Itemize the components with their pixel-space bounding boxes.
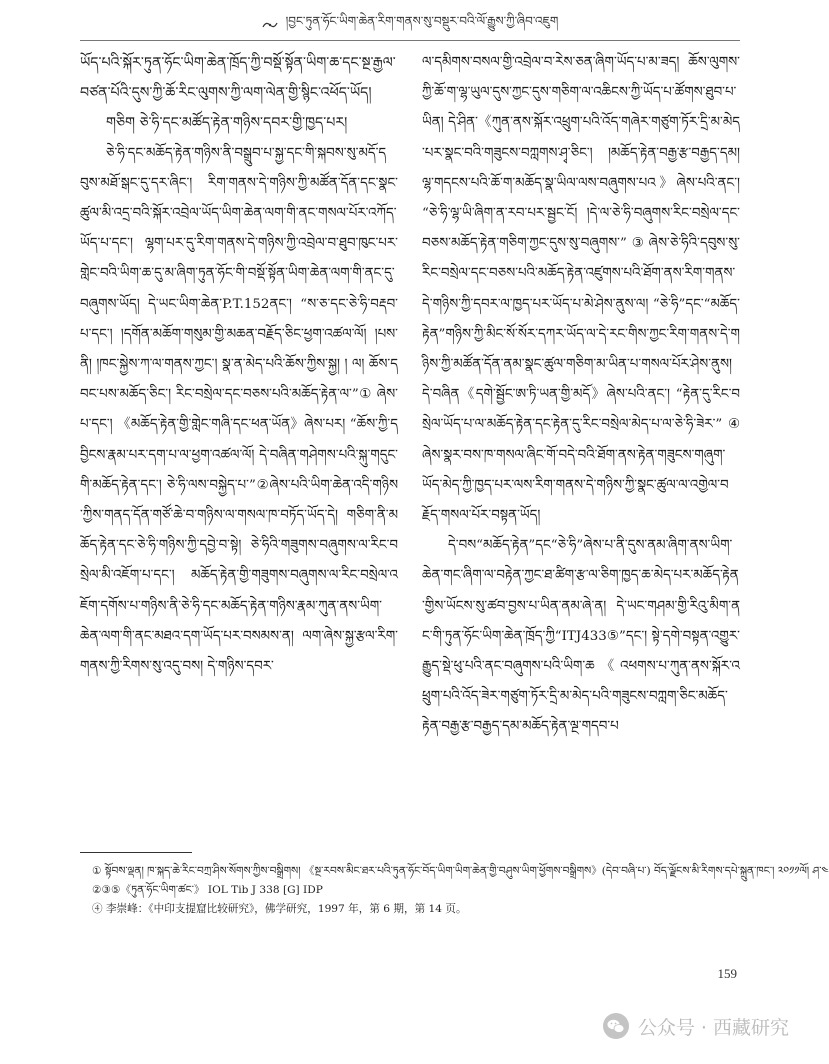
footnote-3: ④ 李崇峰：《中印支提窟比较研究》，佛学研究，1997 年，第 6 期，第 14 页。 [92,903,467,915]
page-number: 159 [717,966,737,981]
left-paragraph-1: ཡོད་པའི་སྐོར་ཏུན་ཧོང་ཡིག་ཆེན་ཁྲོད་ཀྱི་བསྡོ་སྟོན་ཡིག་ཆ་དང་སྔ་རྒྱལ་བཙན་པོའི་དུས་ཀྱི་ཆོ་རིང་ལུགས་ཀྱི་ལག་ལེན་གྱི་སྙིང་འཕོད་ཡོད། [80,55,396,102]
body-columns [80,48,740,848]
footnotes [92,862,829,919]
footnote-rule [80,852,192,853]
watermark [602,1012,789,1040]
header-ornament-icon [262,20,278,30]
header-title: །བྱང་ཏུན་ཧོང་ཡིག་ཆེན་རིག་གནས་སུ་བསྡུར་བའི་ལོ་རྒྱུས་ཀྱི་ཞིབ་འཇུག [285,14,559,28]
wechat-icon [602,1012,630,1040]
right-column [422,48,740,848]
footnote-2: ②③⑤《ཏུན་ཧོང་ཡིག་ཚང་》 IOL Tib J 338 [G] IDP [92,884,323,896]
left-paragraph-2: ཅེ་ཧི་དང་མཆོད་རྟེན་གཉིས་ནི་བསྒྲུབ་པ་སྐྱ་དང་གི་སྐབས་སུ་མདོ་དབུས་མཐོ་སྒང་དུ་དར་ཞིང་། རིག་གནས་དེ་གཉིས་ཀྱི་མཚོན་དོན་དང་སྣང་ཚུལ་མི་འདྲ་བའི་སྐོར་འབྲེལ་ཡོད་ཡིག་ཆེན་ལག་གི་ནང་གསལ་པོར་འཀོད་ཡོད་པ་དང་། ལྷག་པར་དུ་རིག་གནས་དེ་གཉིས་ཀྱི་འབྲེལ་བ་ཐུབ་ཁུང་པར་གླེང་བའི་ཡིག་ཆ་དུ་མ་ཞིག་ཏུན་ཧོང་གི་བསྡོ་སྟོན་ཡིག་ཆེན་ལག་གི་ནང་དུ་བཞུགས་ཡོད། དེ་ཡང་ཡིག་ཆེན་P.T.152ནང་། “ས་ཅ་དང་ཅེ་ཧི་བརྡབ་པ་དང་། །དགོན་མཆོག་གསུམ་གྱི་མཆན་བརྗོད་ཅིང་ཕྱག་འཚལ་ལོ། །པས་ནི། །ཁང་སྐྱེས་ཀ་ལ་གནས་ཀྱང་། སྣ་ན་མེད་པའི་ཆོས་ཀྱིས་སྐྱ། ། ལ། ཆོས་དབང་པས་མཆོད་ཅིང་། རིང་བསྲེལ་དང་བཅས་པའི་མཆོད་རྟེན་ལ་”① ཞེས་པ་དང་། 《མཆོད་རྟེན་གྱི་གླེང་གཞི་དང་ཕན་ཡོན》ཞེས་པར། “ཆོས་ཀྱི་དབྱིངས་རྣམ་པར་དག་པ་ལ་ཕྱག་འཚལ་ལོ། དེ་བཞིན་གཤེགས་པའི་སྐུ་གདུང་གི་མཆོད་རྟེན་དང་། ཅེ་ཧི་ལས་བསྐྱེད་པ་”②ཞེས་པའི་ཡིག་ཆེན་འདི་གཉིས་ཀྱིས་གནད་དོན་གཙོ་ཆེ་བ་གཉིས་ལ་གསལ་ཁ་བཏོད་ཡོད་དེ། གཅིག་ནི་མཆོད་རྟེན་དང་ཅེ་ཧི་གཉིས་ཀྱི་དབྱེ་བ་སྟེ། ཅེ་ཧིའི་གཟུགས་བཞུགས་ལ་རིང་བསྲེལ་མི་འཇོག་པ་དང་། མཆོད་རྟེན་གྱི་གཟུགས་བཞུགས་ལ་རིང་བསྲེལ་འཇོག་དགོས་པ་གཉིས་ནི་ཅེ་ཧི་དང་མཆོད་རྟེན་གཉིས་རྣམ་ཀུན་ནས་ཡིག་ཆེན་ལག་གི་ནང་མཐའ་དག་ཡོད་པར་བསམས་ན། ལག་ཞེས་སྐྱ་རྩལ་རིག་གནས་ཀྱི་རིགས་སུ་འདུ་བས། དེ་གཉིས་དབར་ [80,145,398,675]
running-header [80,12,740,38]
section-heading: གཅིག ཅེ་ཧི་དང་མཚོད་རྟེན་གཉིས་དབར་གྱི་ཁྱད་པར། [106,115,348,132]
watermark-text: 公众号 · 西藏研究 [637,1016,789,1039]
footnote-1: ① སྟོབས་ལྡན། ཁ་སྐད་ཆེ་རིང་བཀྲ་ཤིས་སོགས་ཀྱིས་བསྒྲིགས། 《སྔ་རབས་མིང་ཐར་པའི་ཏུན་ཧོང་བོད་ཡིག་ཡིག་ཆེན་གྱི་བཤུས་ཡིག་ཕྱོགས་བསྒྲིགས》(དེབ་བཞི་པ་) བོད་ལྗོངས་མི་རིགས་དཔེ་སྐྲུན་ཁང་། ༢༠༡༡ལོ། ཤ་༤ [92,865,829,877]
right-paragraph-2: དེ་བས“མཆོད་རྟེན”དང“ཅེ་ཧི”ཞེས་པ་ནི་དུས་ནམ་ཞིག་ནས་ཡིག་ཆེན་གང་ཞིག་ལ་བརྟེན་ཀྱང་ཐ་ཚིག་རྩ་ལ་ཅིག་ཁྱད་ཆ་མེད་པར་མཆོད་རྟེན་གྱིས་ཡོངས་སུ་ཚབ་བྱས་པ་ཡིན་ནམ་ཞེ་ན། དེ་ཡང་གཤམ་གྱི་རིའུ་མིག་ནང་གི་ཏུན་ཧོང་ཡིག་ཆེན་ཁྲོད་ཀྱི“ITJ433⑤”དང་། སྟེ་དགེ་བསྟན་འགྱུར་རྒྱུད་སྡེ་ཕུ་པའི་ནང་བཞུགས་པའི་ཡིག་ཆ《འཕགས་པ་ཀུན་ནས་སྐོར་འཕྲུག་པའི་འོད་ཟེར་གཙུག་ཏོར་དྲི་མ་མེད་པའི་གཟུངས་བཀླག་ཅིང་མཆོད་རྟེན་བརྒྱ་རྩ་བརྒྱད་དམ་མཆོད་རྟེན་ལྔ་གདབ་པ [422,538,740,735]
header-rule [80,40,740,41]
left-column [80,48,398,848]
right-paragraph-1: ལ་དམིགས་བསལ་གྱི་འབྲེལ་བ་རེས་ཅན་ཞིག་ཡོད་པ་མ་ཟད། ཆོས་ལུགས་ཀྱི་ཆོ་ག་ལྷ་ཡུལ་དུས་ཀྱང་དུས་གཅིག་ལ་འཆིངས་ཀྱི་ཡོད་པ་ཚོགས་ཐུབ་པ་ཡིན། དེ་ཤིན་《ཀུན་ནས་སྐོར་འཕྲུག་པའི་འོད་གཞེར་གཙུག་ཏོར་དྲི་མ་མེད་པར་སྣང་བའི་གཟུངས་བཀླགས་ཤྭ་ཅིང་། །མཆོད་རྟེན་བརྒྱ་རྩ་བརྒྱད་དམ། ལྷ་གདངས་པའི་ཆོ་ག་མཆོད་སྣ་ཡིལ་ལས་བཞུགས་པའ》ཞེས་པའི་ནང་། “ཅེ་ཧི་ལྷ་ཡི་ཞིག་ན་རབ་པར་སྦྱང་ངོ། །དེ་ལ་ཅེ་ཧི་བཞུགས་རིང་བསྲེལ་དང་བཅས་མཆོད་རྟེན་གཅིག་ཀྱང་དུས་སུ་བཞུགས་”③ཞེས་ཅེ་ཧིའི་དབུས་སུ་རིང་བསྲེལ་དང་བཅས་པའི་མཆོད་རྟེན་འཛུགས་པའི་ཐོག་ནས་རིག་གནས་དེ་གཉིས་ཀྱི་དབར་ལ་ཁྱད་པར་ཡོད་པ་མེ་ཤེས་ནུས་ལ། “ཅེ་ཧི”དང་“མཆོད་རྟེན”གཉིས་ཀྱི་མིང་སོ་སོར་དཀར་ཡོད་ལ་དེ་རང་གིས་ཀྱང་རིག་གནས་དེ་གཉིས་ཀྱི་མཚོན་དོན་ནམ་སྣང་ཚུལ་གཅིག་མ་ཡིན་པ་གསལ་པོར་ཤེས་ནུས། དེ་བཞིན《དགེ་སྦྱོང་ཨ་ཏི་ཡན་གྱི་མདོ》ཞེས་པའི་ནང་། “རྟེན་དུ་རིང་བསྲེལ་ཡོད་པ་ལ་མཆོད་རྟེན་དང་རྟེན་དུ་རིང་བསྲེལ་མེད་པ་ལ་ཅེ་ཧི་ཟེར་”④ཞེས་སྣར་བས་ཁ་གསལ་ཞིང་གོ་བདེ་བའི་ཐོག་ནས་རྟེན་གཟུངས་གཞུག་ཡོད་མེད་ཀྱི་ཁྱད་པར་ལས་རིག་གནས་དེ་གཉིས་ཀྱི་སྣང་ཚུལ་ལ་འགྱེལ་བརྗོད་གསལ་པོར་བསྟན་ཡོད། [422,55,740,524]
